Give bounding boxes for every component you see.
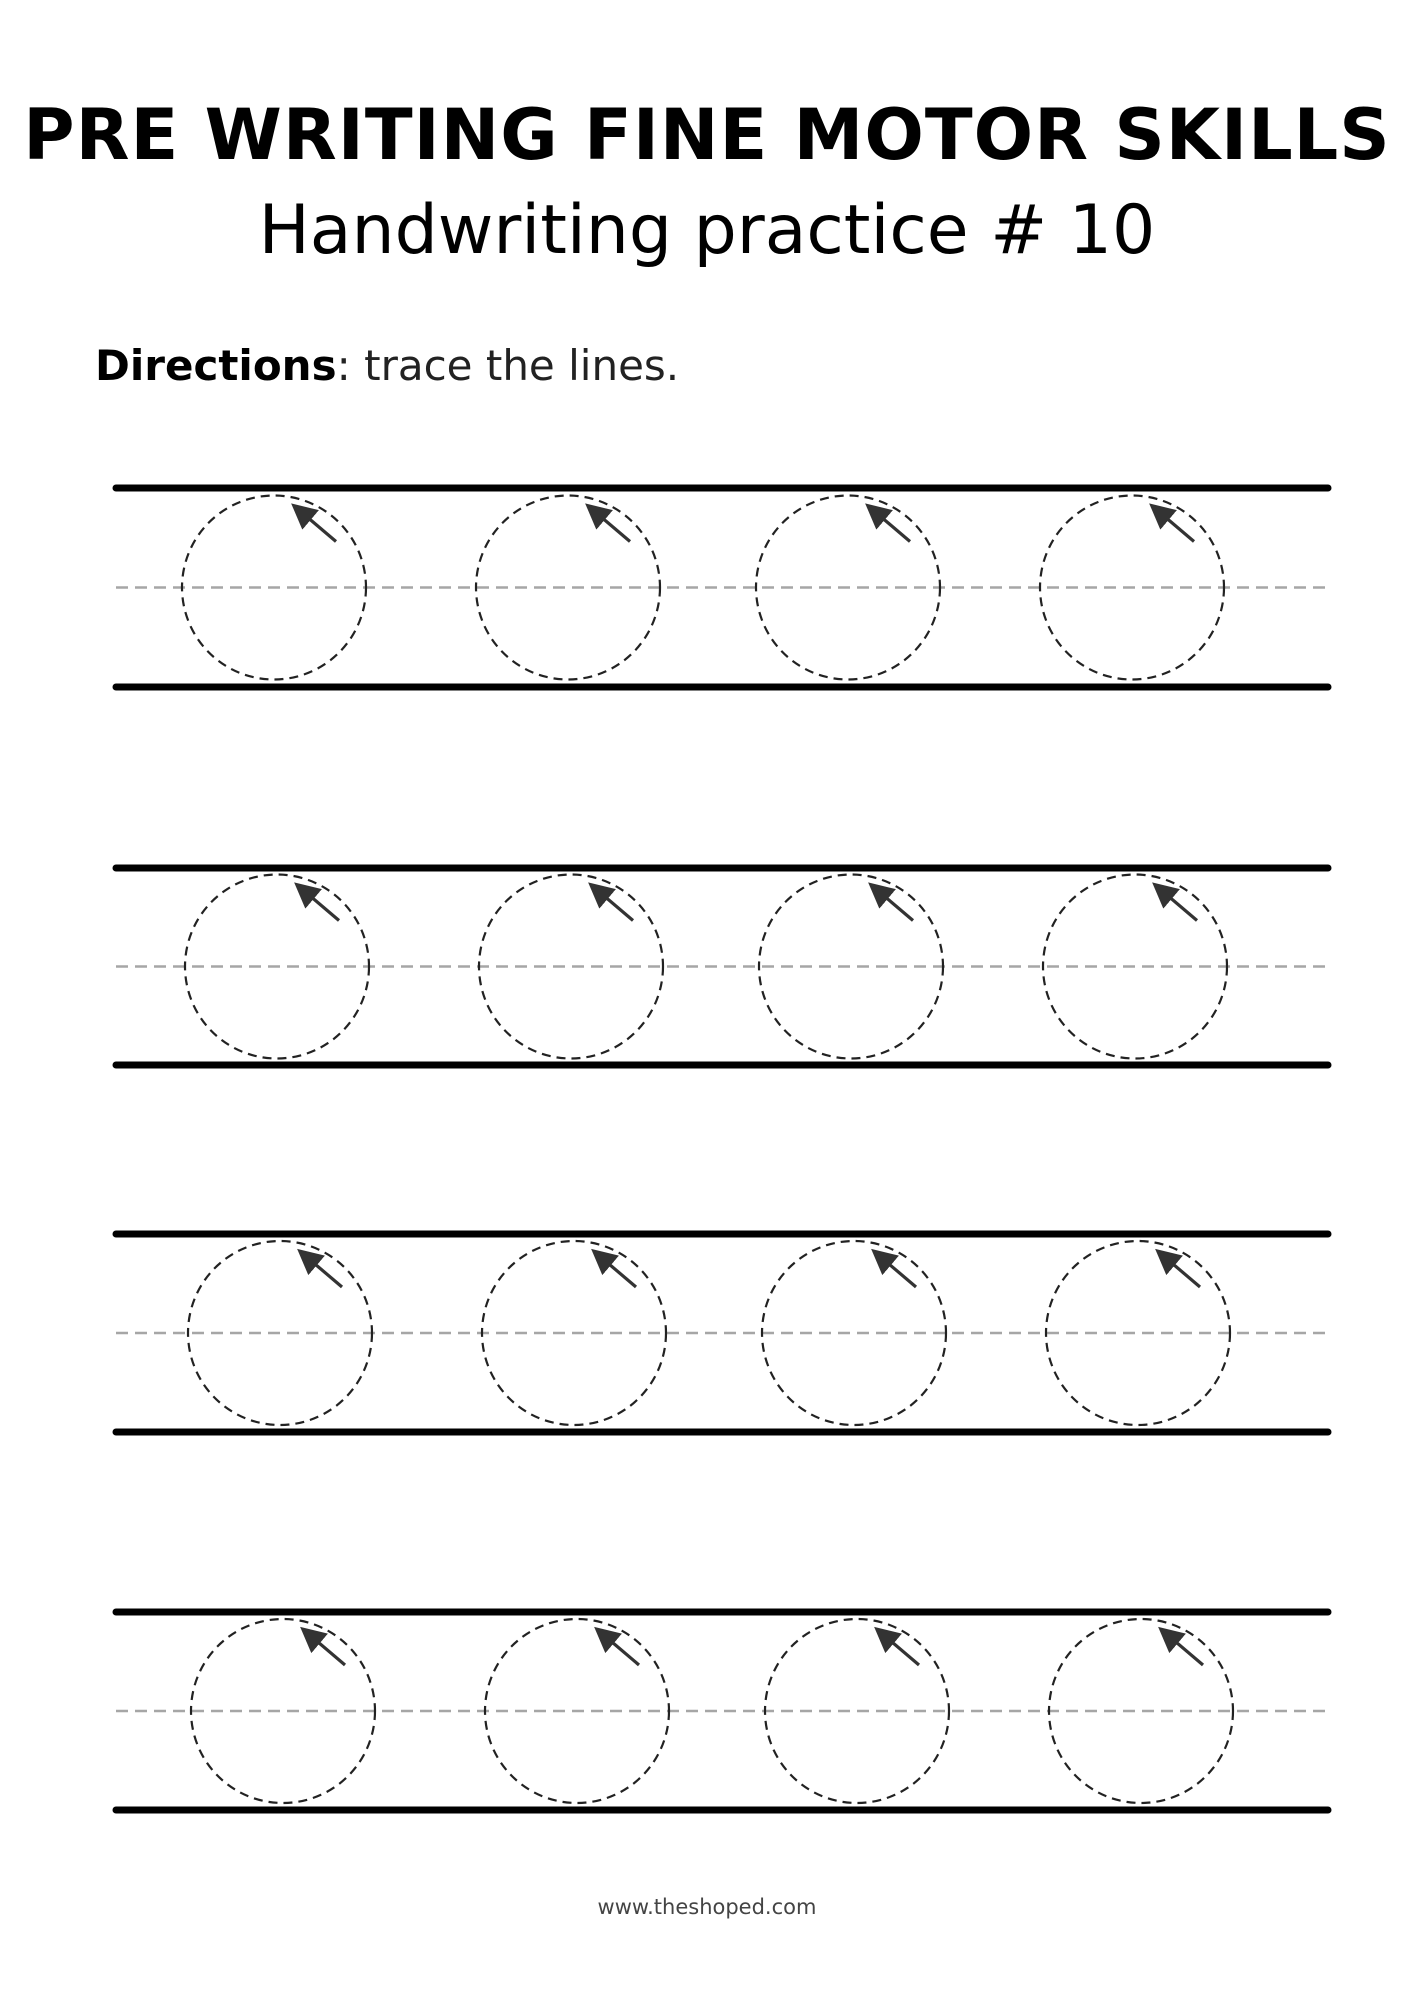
direction-arrow-icon xyxy=(1163,1631,1203,1665)
tracing-row xyxy=(116,488,1328,687)
worksheet-subtitle: Handwriting practice # 10 xyxy=(258,191,1156,270)
direction-arrow-icon xyxy=(1160,1253,1200,1287)
direction-arrow-icon xyxy=(879,1631,919,1665)
direction-arrow-icon xyxy=(1157,887,1197,921)
direction-arrow-icon xyxy=(299,887,339,921)
tracing-row xyxy=(116,1234,1328,1432)
direction-arrow-icon xyxy=(305,1631,345,1665)
direction-arrow-icon xyxy=(296,508,336,542)
tracing-row xyxy=(116,1612,1328,1810)
direction-arrow-icon xyxy=(590,508,630,542)
tracing-row xyxy=(116,868,1328,1065)
direction-arrow-icon xyxy=(876,1253,916,1287)
directions-text: : trace the lines. xyxy=(336,341,680,390)
direction-arrow-icon xyxy=(599,1631,639,1665)
direction-arrow-icon xyxy=(870,508,910,542)
worksheet-title: PRE WRITING FINE MOTOR SKILLS xyxy=(23,94,1391,176)
directions-label: Directions xyxy=(95,341,337,390)
direction-arrow-icon xyxy=(1154,508,1194,542)
direction-arrow-icon xyxy=(873,887,913,921)
direction-arrow-icon xyxy=(593,887,633,921)
footer-url: www.theshoped.com xyxy=(597,1895,817,1919)
direction-arrow-icon xyxy=(596,1253,636,1287)
direction-arrow-icon xyxy=(302,1253,342,1287)
